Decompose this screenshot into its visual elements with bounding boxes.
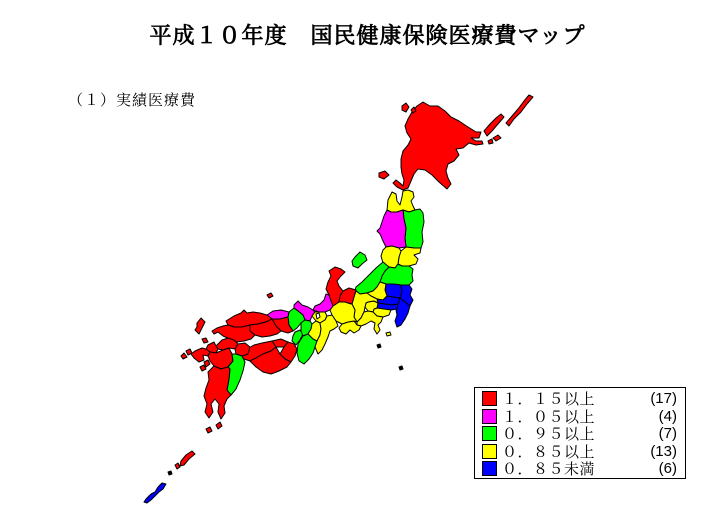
region-miyagi xyxy=(398,247,421,266)
legend-swatch-yellow xyxy=(482,444,497,459)
region-kunashiri xyxy=(484,114,504,136)
legend-label: １．０５以上 xyxy=(502,408,596,426)
region-goto-2 xyxy=(181,353,187,359)
legend-count: (13) xyxy=(650,442,677,460)
legend-label: １．１５以上 xyxy=(502,391,596,409)
region-yakushima xyxy=(206,427,212,433)
region-fukui xyxy=(313,294,333,312)
region-okushiri xyxy=(379,171,389,179)
region-etorofu xyxy=(506,95,533,126)
region-sado xyxy=(352,252,367,268)
region-tanegashima xyxy=(216,422,222,429)
legend-rows xyxy=(482,390,685,478)
page-title: 平成１０年度 国民健康保険医療費マップ xyxy=(149,23,586,48)
region-habomai xyxy=(488,139,493,144)
legend-count: (6) xyxy=(658,460,677,478)
legend-label: ０．９５以上 xyxy=(502,426,596,444)
region-amami xyxy=(180,451,195,466)
region-kagoshima xyxy=(204,366,231,419)
region-oki xyxy=(267,293,273,298)
region-hokkaido xyxy=(393,102,483,190)
region-iki xyxy=(202,338,208,343)
region-amami-2 xyxy=(175,463,180,469)
legend-count: (17) xyxy=(650,390,677,408)
region-shikotan xyxy=(493,135,501,141)
legend-item-blue xyxy=(482,460,685,478)
legend-label: ０．８５以上 xyxy=(502,443,596,461)
region-rishiri xyxy=(402,103,409,112)
region-tsushima xyxy=(195,318,205,334)
region-izu-oshima xyxy=(386,332,391,336)
legend-count: (4) xyxy=(658,407,677,425)
region-izu-islet-2 xyxy=(399,366,403,370)
legend-label: ０．８５未満 xyxy=(502,461,596,479)
legend-swatch-green xyxy=(482,426,497,441)
legend-box xyxy=(474,387,686,479)
region-aomori xyxy=(387,190,415,212)
legend-swatch-magenta xyxy=(482,409,497,424)
map-subtitle: （１）実績医療費 xyxy=(68,92,197,109)
region-okinawa xyxy=(144,483,166,503)
region-akita xyxy=(377,210,406,248)
region-izu-islet-1 xyxy=(377,344,381,348)
legend-count: (7) xyxy=(658,425,677,443)
legend-swatch-blue xyxy=(482,461,497,476)
legend-swatch-red xyxy=(482,391,497,406)
region-okinawa-islet xyxy=(168,471,172,475)
